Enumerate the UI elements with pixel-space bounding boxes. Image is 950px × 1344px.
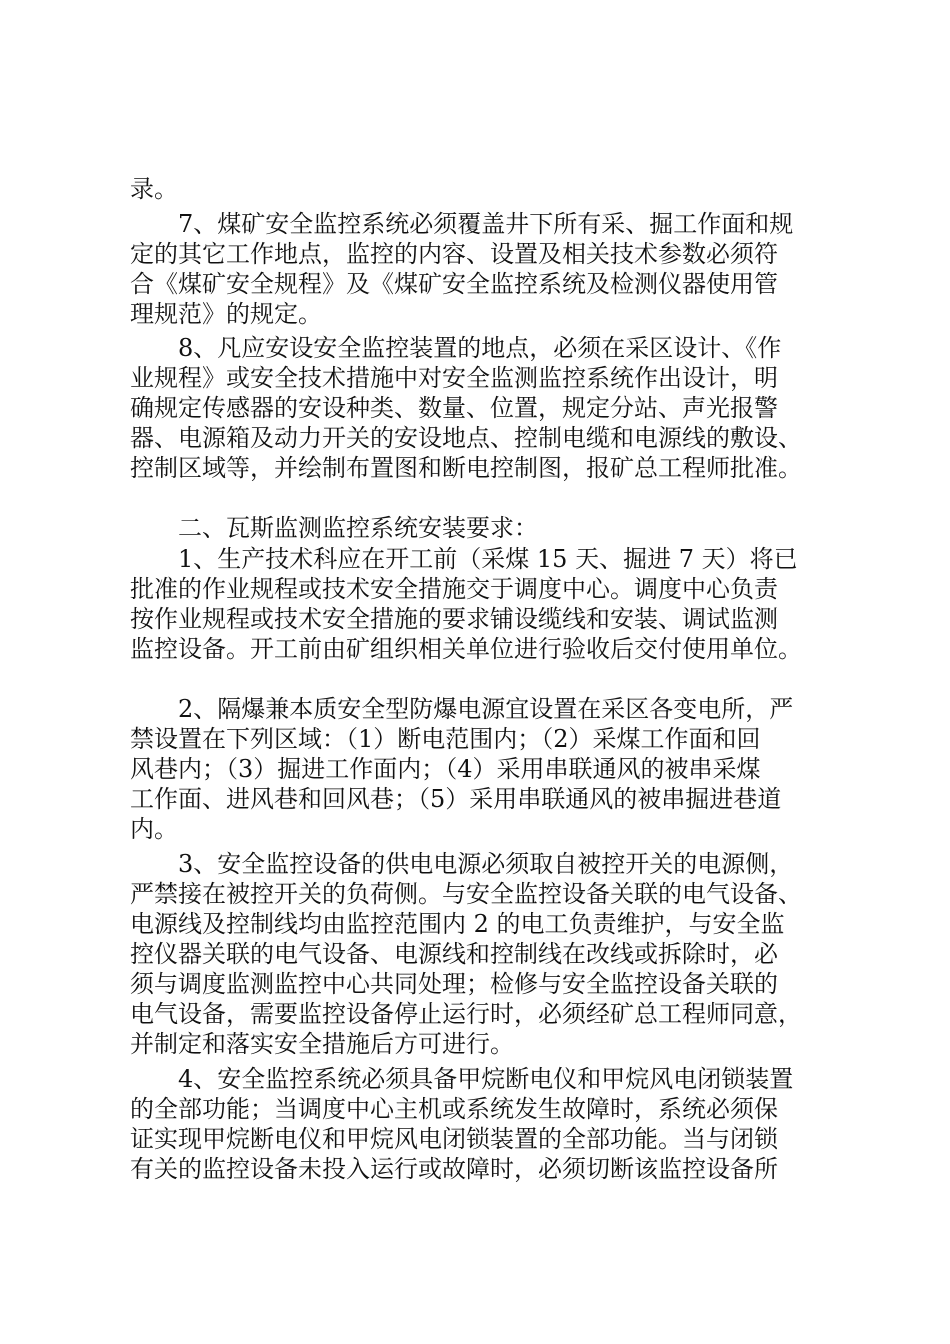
s2-item-4-line-1: 4、安全监控系统必须具备甲烷断电仪和甲烷风电闭锁装置 (178, 1065, 794, 1093)
s2-item-3-line-4: 控仪器关联的电气设备、电源线和控制线在改线或拆除时，必 (130, 940, 778, 968)
item-7-line-3: 合《煤矿安全规程》及《煤矿安全监控系统及检测仪器使用管 (130, 270, 778, 298)
s2-item-2-line-4: 工作面、进风巷和回风巷；（5）采用串联通风的被串掘进巷道 (130, 785, 782, 813)
s2-item-4-line-3: 证实现甲烷断电仪和甲烷风电闭锁装置的全部功能。当与闭锁 (130, 1125, 778, 1153)
s2-item-1-line-1: 1、生产技术科应在开工前（采煤 15 天、掘进 7 天）将已 (178, 545, 798, 573)
s2-item-3-line-7: 并制定和落实安全措施后方可进行。 (130, 1030, 514, 1058)
s2-item-3-line-5: 须与调度监测监控中心共同处理；检修与安全监控设备关联的 (130, 970, 778, 998)
s2-item-2-line-3: 风巷内；（3）掘进工作面内；（4）采用串联通风的被串采煤 (130, 755, 761, 783)
s2-item-3-line-6: 电气设备，需要监控设备停止运行时，必须经矿总工程师同意， (130, 1000, 802, 1028)
s2-item-2-line-2: 禁设置在下列区域：（1）断电范围内；（2）采煤工作面和回 (130, 725, 761, 753)
s2-item-3-line-1: 3、安全监控设备的供电电源必须取自被控开关的电源侧， (178, 850, 794, 878)
item-8-line-1: 8、凡应安设安全监控装置的地点，必须在采区设计、《作 (178, 334, 782, 362)
item-7-line-2: 定的其它工作地点，监控的内容、设置及相关技术参数必须符 (130, 240, 778, 268)
s2-item-3-line-3: 电源线及控制线均由监控范围内 2 的电工负责维护，与安全监 (130, 910, 785, 938)
item-8-line-3: 确规定传感器的安设种类、数量、位置，规定分站、声光报警 (130, 394, 778, 422)
item-8-line-4: 器、电源箱及动力开关的安设地点、控制电缆和电源线的敷设、 (130, 424, 802, 452)
s2-item-1-line-4: 监控设备。开工前由矿组织相关单位进行验收后交付使用单位。 (130, 635, 802, 663)
s2-item-2-line-5: 内。 (130, 815, 178, 843)
item-7-line-1: 7、煤矿安全监控系统必须覆盖井下所有采、掘工作面和规 (178, 210, 794, 238)
s2-item-3-line-2: 严禁接在被控开关的负荷侧。与安全监控设备关联的电气设备、 (130, 880, 802, 908)
paragraph-continuation-line: 录。 (130, 175, 178, 203)
section-2-heading: 二、瓦斯监测监控系统安装要求： (178, 514, 538, 542)
s2-item-1-line-3: 按作业规程或技术安全措施的要求铺设缆线和安装、调试监测 (130, 605, 778, 633)
s2-item-4-line-2: 的全部功能；当调度中心主机或系统发生故障时，系统必须保 (130, 1095, 778, 1123)
item-8-line-5: 控制区域等，并绘制布置图和断电控制图，报矿总工程师批准。 (130, 454, 802, 482)
s2-item-1-line-2: 批准的作业规程或技术安全措施交于调度中心。调度中心负责 (130, 575, 778, 603)
item-8-line-2: 业规程》或安全技术措施中对安全监测监控系统作出设计，明 (130, 364, 778, 392)
s2-item-4-line-4: 有关的监控设备未投入运行或故障时，必须切断该监控设备所 (130, 1155, 778, 1183)
s2-item-2-line-1: 2、隔爆兼本质安全型防爆电源宜设置在采区各变电所，严 (178, 695, 794, 723)
item-7-line-4: 理规范》的规定。 (130, 300, 322, 328)
